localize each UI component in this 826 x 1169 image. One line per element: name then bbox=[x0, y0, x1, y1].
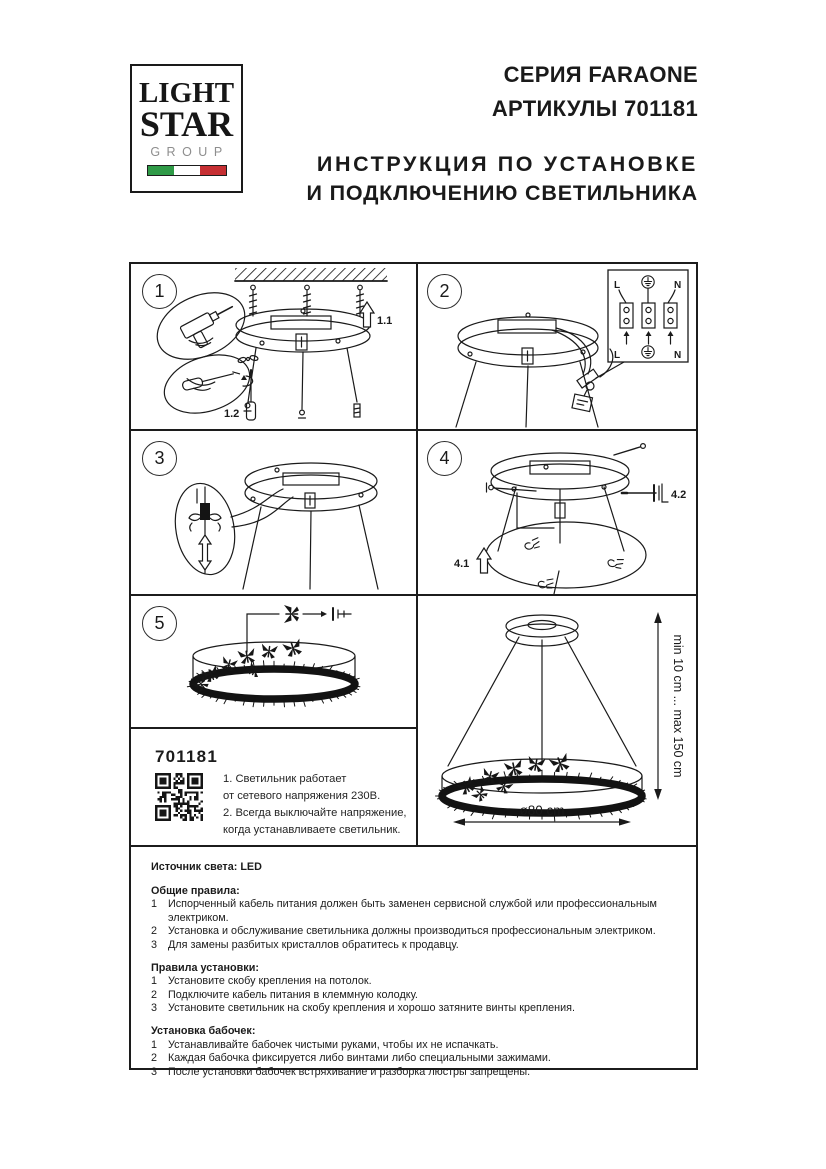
side-screw-4-2 bbox=[622, 484, 668, 502]
rule-item bbox=[151, 1052, 676, 1066]
cable-adjuster-inset bbox=[168, 479, 293, 580]
article-info-cell bbox=[131, 729, 416, 845]
ceiling-hatch bbox=[235, 268, 387, 281]
suspension-cables bbox=[243, 505, 378, 589]
section-title-install: Правила установки: bbox=[151, 961, 259, 974]
rule-text: Установите светильник на скобу крепления и хорошо затяните винты крепления. bbox=[168, 1002, 575, 1015]
step-4-number: 4 bbox=[439, 448, 450, 468]
panel-step-2 bbox=[418, 264, 696, 429]
mounting-ring bbox=[245, 463, 377, 511]
rule-text: Каждая бабочка фиксируется либо винтами либо специальными зажимами. bbox=[168, 1052, 551, 1065]
rule-item bbox=[151, 1039, 676, 1053]
rule-text: После установки бабочек встряхивание и разборка люстры запрещены. bbox=[168, 1065, 531, 1078]
rule-item bbox=[151, 925, 676, 939]
earth-icon-top bbox=[642, 276, 654, 288]
panel-step-3 bbox=[131, 431, 416, 594]
document-titles bbox=[307, 58, 698, 208]
height-range-label: min 10 cm ... max 150 cm bbox=[671, 634, 685, 778]
rule-number: 1 bbox=[151, 975, 158, 988]
instruction-title-line1: ИНСТРУКЦИЯ ПО УСТАНОВКЕ bbox=[316, 152, 698, 176]
step-1-badge bbox=[142, 274, 177, 309]
article-number: 701181 bbox=[155, 747, 218, 766]
section-title-butterflies: Установка бабочек: bbox=[151, 1024, 256, 1037]
rule-number: 2 bbox=[151, 1052, 158, 1065]
terminal-diagram bbox=[596, 270, 688, 378]
terminal-top-l: L bbox=[614, 280, 621, 291]
flag-red-stripe bbox=[200, 166, 226, 175]
pendant-dimensions-cell bbox=[418, 596, 696, 845]
rule-text: Установка и обслуживание светильника должны производиться профессиональным электриком. bbox=[168, 925, 656, 938]
rule-item bbox=[151, 989, 676, 1003]
rule-text: Подключите кабель питания в клеммную колодку. bbox=[168, 988, 418, 1001]
rule-number: 2 bbox=[151, 988, 158, 1001]
note-line: от сетевого напряжения 230В. bbox=[223, 790, 381, 802]
italy-flag-icon bbox=[147, 165, 227, 176]
logo-word-light: LIGHT bbox=[138, 77, 235, 109]
earth-icon-bottom bbox=[642, 346, 654, 358]
rule-text: Для замены разбитых кристаллов обратитесь к продавцу. bbox=[168, 938, 459, 951]
rule-item bbox=[151, 975, 676, 989]
section-title-general: Общие правила: bbox=[151, 884, 240, 897]
rule-text: Устанавливайте бабочек чистыми руками, чтобы их не испачкать. bbox=[168, 1038, 499, 1051]
panel-step-4 bbox=[418, 431, 696, 594]
flag-white-stripe bbox=[174, 166, 200, 175]
panel-step-5 bbox=[131, 596, 416, 727]
rule-number: 3 bbox=[151, 1065, 158, 1078]
series-title: СЕРИЯ FARAONE bbox=[503, 62, 698, 87]
step-3-number: 3 bbox=[154, 448, 165, 468]
instruction-title-line2: И ПОДКЛЮЧЕНИЮ СВЕТИЛЬНИКА bbox=[306, 181, 698, 205]
terminal-bottom-l: L bbox=[614, 350, 621, 361]
rule-item bbox=[151, 939, 676, 953]
step-4-badge bbox=[427, 441, 462, 476]
arrow-1-1 bbox=[360, 302, 374, 327]
rule-number: 3 bbox=[151, 1002, 158, 1015]
step-5-badge bbox=[142, 606, 177, 641]
terminal-top-n: N bbox=[674, 280, 682, 291]
label-4-2: 4.2 bbox=[671, 489, 687, 501]
terminal-bottom-n: N bbox=[674, 350, 682, 361]
rule-item bbox=[151, 1002, 676, 1016]
logo-word-group: GROUP bbox=[150, 145, 229, 159]
lightstar-logo bbox=[130, 64, 243, 193]
step-3-badge bbox=[142, 441, 177, 476]
step-2-number: 2 bbox=[439, 281, 450, 301]
footer-rules-block bbox=[131, 847, 696, 1078]
note-line: 2. Всегда выключайте напряжение, bbox=[223, 807, 407, 819]
articles-title: АРТИКУЛЫ 701181 bbox=[491, 96, 698, 121]
label-1-2: 1.2 bbox=[224, 408, 240, 420]
rule-item bbox=[151, 898, 676, 925]
ceiling-canopy bbox=[506, 615, 578, 648]
rule-number: 1 bbox=[151, 898, 158, 911]
rule-text: Испорченный кабель питания должен быть заменен сервисной службой или профессиональным электриком. bbox=[168, 898, 657, 924]
note-line: когда устанавливаете светильник. bbox=[223, 824, 401, 836]
panel-step-1 bbox=[131, 264, 416, 429]
light-source-line: Источник света: LED bbox=[151, 861, 262, 873]
rule-number: 3 bbox=[151, 938, 158, 951]
label-4-1: 4.1 bbox=[454, 558, 470, 570]
suspension-cables bbox=[498, 487, 624, 551]
rule-item bbox=[151, 1066, 676, 1080]
rule-text: Установите скобу крепления на потолок. bbox=[168, 975, 372, 988]
label-1-1: 1.1 bbox=[377, 315, 393, 327]
qr-code bbox=[155, 773, 203, 821]
voltage-notes bbox=[223, 771, 408, 839]
flag-green-stripe bbox=[148, 166, 174, 175]
rule-number: 1 bbox=[151, 1038, 158, 1051]
note-line: 1. Светильник работает bbox=[223, 773, 347, 785]
diameter-label: ø80 cm bbox=[519, 803, 565, 818]
height-dimension bbox=[654, 612, 662, 800]
mounting-ring bbox=[458, 313, 598, 367]
screwdriver-step bbox=[241, 370, 256, 420]
logo-word-star: STAR bbox=[139, 104, 234, 144]
arrow-4-1 bbox=[477, 548, 491, 573]
crystal-fringe-ring bbox=[187, 661, 360, 707]
step-5-number: 5 bbox=[154, 613, 165, 633]
instruction-grid bbox=[129, 262, 698, 1078]
suspension-cables bbox=[448, 637, 636, 766]
hand-icons bbox=[524, 538, 624, 588]
pendant-drawing bbox=[418, 596, 696, 845]
step-1-number: 1 bbox=[154, 281, 165, 301]
rule-number: 2 bbox=[151, 925, 158, 938]
chandelier-body-ellipse bbox=[486, 522, 646, 594]
mounting-ring bbox=[236, 309, 370, 352]
updown-arrow-icon bbox=[199, 535, 211, 570]
step-2-badge bbox=[427, 274, 462, 309]
